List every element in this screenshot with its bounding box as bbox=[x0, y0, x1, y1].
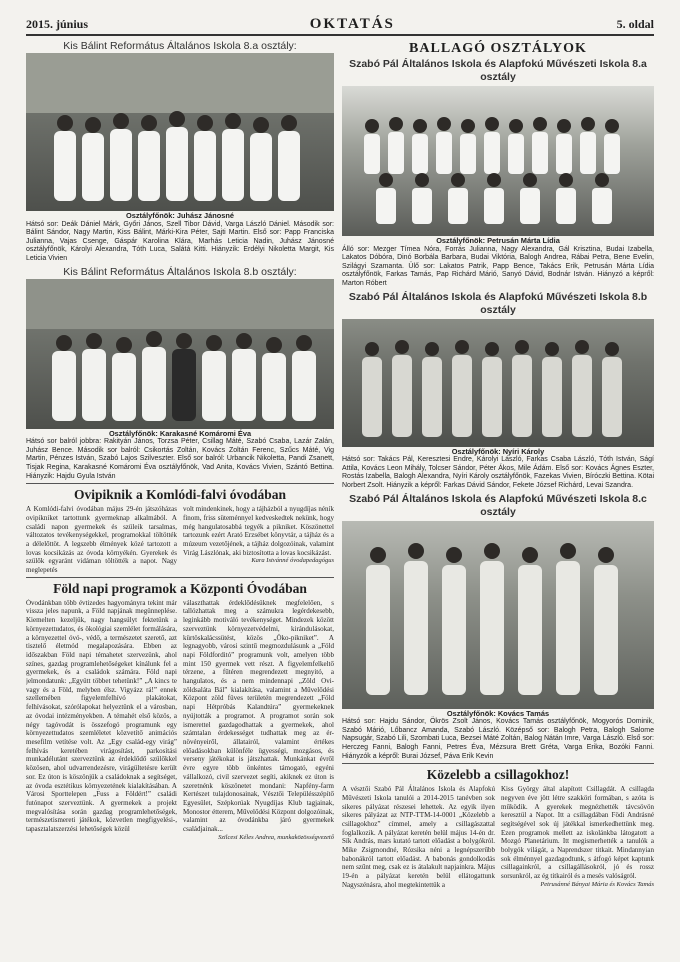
article-signature: Szilcesi Kéles Andrea, munkaközösségvezető bbox=[218, 833, 334, 841]
head-teacher: Osztályfőnök: Nyíri Károly bbox=[451, 446, 545, 456]
divider bbox=[26, 483, 334, 484]
class-title: Szabó Pál Általános Iskola és Alapfokú Művészeti Iskola 8.a osztály bbox=[349, 58, 647, 83]
class-title: Kis Bálint Református Általános Iskola 8.b osztály: bbox=[63, 265, 297, 278]
class-title: Kis Bálint Református Általános Iskola 8.a osztály: bbox=[63, 40, 297, 52]
right-column bbox=[342, 40, 654, 890]
article-body bbox=[342, 785, 654, 889]
class-photo bbox=[342, 319, 654, 447]
class-photo-people bbox=[26, 53, 334, 211]
photo-caption: Hátsó sor balról jobbra: Rakityán János, Torzsa Péter, Csillag Máté, Szabó Csaba, Lazár Zalán, Juhász Bence. Második sor balról: Csikortás Zoltán, Kovács Zoltán Ferenc, Szűcs Máté, Vig Martin, Pénzes István, Szabó Lajos Szilveszter. Első sor balról: Urbancik Nikoletta, Pandi Zsanett, Tisjak Regina, Karakasné Komáromi Éva osztályfőnök, Vad Anita, Kovács Vivien, Szántó Bettina. Hiányzik: Hajdu Gyula István bbox=[26, 438, 334, 480]
article-signature: Petrusánné Bányai Mária és Kovács Tamás bbox=[540, 880, 654, 888]
article-column: választhattak érdeklődésüknek megfelelően, s tallózhattak meg a számukra legérdekesebb, leginkább motiváló tevékenységet. Mindezek között szerveztünk környezetvédelmi, kirándulásokat, kürtöskalácssütést, közös „Öko-pikniket”. A legnagyobb, városi szintű megmozdulásunk a „Föld napi Földforditó” programunk volt, amelyen több mint 150 gyermek vett részt. A figyelemfelkeltő térzene, a fűtéren megrendezett megnyitó, a hangulatos, és a nem mindennapi „Zöld Ovi-zöldsaláta Bál” kialakítása, valamint a Művelődési Központ zöld füves területén megrendezett „Föld napi Hétpróbás Kalandtúra” gyermekeknek nyújtották a programot. A programot során sok ismerettel gazdagodhattak a gyermekek, ahol számtalan érdekességet tudhattak meg az ér- növényeiről, állatairól, valamint értékes előadásokban különféle ügyességi, mozgásos, és verseny játékokat is játszhattak. Munkánkat évről évre egyre több önkéntes támogató, egyéni vállalkozó, civil szervezet segíti, akiknek ez úton is szeretnénk köszönetet mondani: Napfény-farm Kertészet tulajdonosainak, Vésztői Településszépítő Egyesület, Szépkorúak Nyugdíjas Klub tagjainak, Monostor étterem, Művelődési Központ dolgozóinak, valamint az óvodánkba járó gyermekek családjainak... bbox=[183, 598, 334, 834]
class-photo-people bbox=[342, 319, 654, 447]
article-body bbox=[26, 505, 334, 575]
divider bbox=[26, 577, 334, 578]
photo-caption: Hátsó sor: Hajdu Sándor, Ökrös Zsolt János, Kovács Tamás osztályfőnök, Mogyorós Dominik, Szabó Márió, Lőbancz Amanda, Szabó László. Középső sor: Balogh Petra, Balogh Salome Napsugár, Szabó Lili, Szombati Luca, Bezsei Máté Zoltán, Balog Nátán Imre, Varga László. Első sor: Herczeg Fanni, Balogh Fanni, Petres Éva, Mézsura Brett Gréta, Varga Erika, Bozóki Fanni. Hiányzók a képről: Burai József, Páva Erik Kevin bbox=[342, 718, 654, 760]
class-photo bbox=[342, 521, 654, 709]
class-photo-people bbox=[342, 86, 654, 236]
class-title: Szabó Pál Általános Iskola és Alapfokú Művészeti Iskola 8.c osztály bbox=[349, 492, 647, 518]
head-teacher: Osztályfőnök: Karakasné Komáromi Éva bbox=[108, 428, 252, 438]
article-title: Ovipiknik a Komlódi-falvi óvodában bbox=[74, 487, 286, 503]
class-title: Szabó Pál Általános Iskola és Alapfokú Művészeti Iskola 8.b osztály bbox=[348, 290, 648, 316]
article-column: A Komlódi-falvi óvodában május 29-én játszóházas ovipikniket tartottunk gyermeknap alkalmából. A családi napon gyermekek és szüleik tarsalmas, változatos tevékenységekkel, programokkal töltötték a délelőttöt. A legszebb élmények közé tartozott a lovas kocsikázás az óvoda környékén. Gyerekek és szülők egyaránt vidáman töltötték a napot. Nagy meglepetés bbox=[26, 505, 177, 575]
photo-caption: Hátsó sor: Deák Dániel Márk, Győri János, Szell Tibor Dávid, Varga László Dániel. Második sor: Bálint Sándor, Nagy Martin, Kiss Bálint, Márki-Kira Péter, Sajti Martin. Első sor: Papp Franciska Julianna, Vajas Csenge, Gáspár Karolina Klára, Marhás Leticia Nadin, Juhász Jánosné osztályfőnök, Károlyi Alexandra, Tóth Luca, Salátá Kitti. Hiányzik: Erdélyi Nikoletta Margit, Kis Leticia Vivien bbox=[26, 220, 334, 262]
head-teacher: Osztályfőnök: Petrusán Márta Lídia bbox=[436, 236, 560, 245]
class-photo bbox=[26, 279, 334, 429]
article-title: Föld napi programok a Központi Óvodában bbox=[53, 580, 307, 596]
section-title: OKTATÁS bbox=[309, 15, 395, 32]
issue-date: 2015. június bbox=[26, 16, 89, 31]
article-column: Kiss György által alapított Csillagdát. A csillagda negyven éve jött létre szakköri formában, s azóta is működik. A gyerekek megnézhették távcsövön keresztül a Napot. Itt a csillagdában Födi Andrásné segítségével sok új játékkal ismerkedhettünk meg. Ezen programok mellett az iskolánkba látogatott a Mozgó Planetárium. Itt megismerhették a tanulók a bolygók világát, a Naprendszer titkait. Mindannyian sok élménnyel gazdagodtunk, s átfogó képet kaptunk csillagainkról, a csillagállásokról, jó és rossz sorsunkról, az ég titkairól és a mesés valóságról. bbox=[501, 785, 654, 881]
class-photo-people bbox=[342, 521, 654, 709]
left-column bbox=[26, 40, 334, 869]
page-number: 5. oldal bbox=[616, 16, 654, 31]
photo-caption: Álló sor: Mezger Tímea Nóra, Forrás Julianna, Nagy Alexandra, Gál Krisztina, Budai Izabella, Lakatos Dóbóra, Dinó Borbála Barbara, Budai Viktória, Balogh Andrea, Rábai Petra, Bene Evelin, Szilágyi Szamanta. Ülő sor: Lakatos Patrik, Papp Bence, Takács Erik, Petrusán Márta Lídia osztályfőnök, Farkas Tamás, Pap Richárd Márió, Sanyó Dávid, Bodnár István. Hiányzó a képről: Marton Róbert bbox=[342, 245, 654, 287]
article-column: A vésztői Szabó Pál Általános Iskola és Alapfokú Művészeti Iskola tanulói a 2014-2015 tanévben sok sikeres pályázat részesei lehettek. Az egyik ilyen sikeres pályázat az NTP-TTM-14-0001 „Közelebb a csillagokhoz” címmel, amely a csillagászattal foglalkozik. A pályázat keretén belül május 14-én dr. Sík András, mars kutató tartott előadást a bolygókról. Mike Zsigmondné, Rózsika néni a legnépszerűbb babonákról tartott előadást. A babonás gondolkodás nem szűnt meg, csak ez is átalakult napjainkra. Május 19-én a pályázat keretén belül ellátogattunk Nagyszénásra, ahol megtekintettük a bbox=[342, 785, 495, 889]
article-title: Közelebb a csillagokhoz! bbox=[426, 767, 570, 783]
class-photo bbox=[26, 53, 334, 211]
head-teacher: Osztályfőnök: Juhász Jánosné bbox=[125, 211, 234, 220]
article-body bbox=[26, 599, 334, 869]
class-photo-people bbox=[26, 279, 334, 429]
page-header bbox=[26, 14, 654, 36]
head-teacher: Osztályfőnök: Kovács Tamás bbox=[446, 708, 550, 718]
class-photo bbox=[342, 86, 654, 236]
article-signature: Kara Istvánné óvodapedagógus bbox=[251, 557, 334, 565]
article-column: volt mindenkinek, hogy a tájházból a nyugdíjas néník finom, friss süteménnyel kedveskedtek nekünk, hogy még hangulatosabbá tegyék a pikniket. Köszönettel tartozunk ezért Arató Erzsébet könyvtár, a tájház és a múzeum vezetőjének, a tájház dolgozóinak, valamint Virág Lászlónak, aki biztosította a lovas kocsikázást. bbox=[183, 505, 334, 557]
article-column: Óvodánkban több évtizedes hagyományra tekint már vissza jeles napunk, a Föld napjának megünneplése. Kiemelten kezeljük, nagy hangsúlyt fektetünk a környezettudatos, és ökológiai szemlélet formálására, a környezettel óvó-, védő, a természetet szerető, azt tisztelő életmód megalapozására. Ebben az időszakban Föld napi témahetet szervezünk, ahol színes, gazdag programlehetőségeket kínálunk fel a gyermekek, és a családok számára. Föld napi jelmondatunk: „Együtt többet tehetünk!” „A kincs te vagy és a Föld, melyben élsz. Vigyázz rá!” ennek szellemében figyelemfelhívó plakátokat, felhívásokat, szórólapokat helyeztünk el a városban, az óvodai intézményekben. A témahét első közös, a négy tagóvodát is összefogó programunk egy környezettudatos szemléletet közvetítő animációs mesefilm vetítése volt. Az „Egy család-egy virág” felhívás keretében virágosítást, parkosítási munkadélutánt szerveztünk az érdeklődő szülőkkel közösen, ahol udvarrendezésre, virágültetésre került sor. Ez úton is köszönjük a családoknak a segítséget, az óvoda esztétikus környezetének kialakításában. A Városi Sportteleрen „Fuss a Földért!” családi futónapot szerveztünk. A gyermekek a projekt megvalósítása során gazdag programlehetőségek, természetismereti játékok, közvetlen megfigyelési-, tapasztalatszerzési lehetőségek közül bbox=[26, 598, 177, 834]
section-heading: BALLAGÓ OSZTÁLYOK bbox=[409, 41, 587, 56]
divider bbox=[342, 763, 654, 764]
photo-caption: Hátsó sor: Takács Pál, Keresztesi Endre, Károlyi László, Farkas Csaba László, Tóth István, Ságí Attila, Kovács Leon Mihály, Tolcser Sándor, Péter Ákos, Mile Ádám. Első sor: Kovács Ágnes Eszter, Rostás Izabella, Balogh Alexandra, Nyíri Károly osztályfőnök, Fazekas Vivien, Bíróczki Bettina. Kötai Norbert Zsolt. Hiányzik a képről: Farkas Dávid Sándor, Fekete József Richárd, Levai Szandra. bbox=[342, 456, 654, 489]
